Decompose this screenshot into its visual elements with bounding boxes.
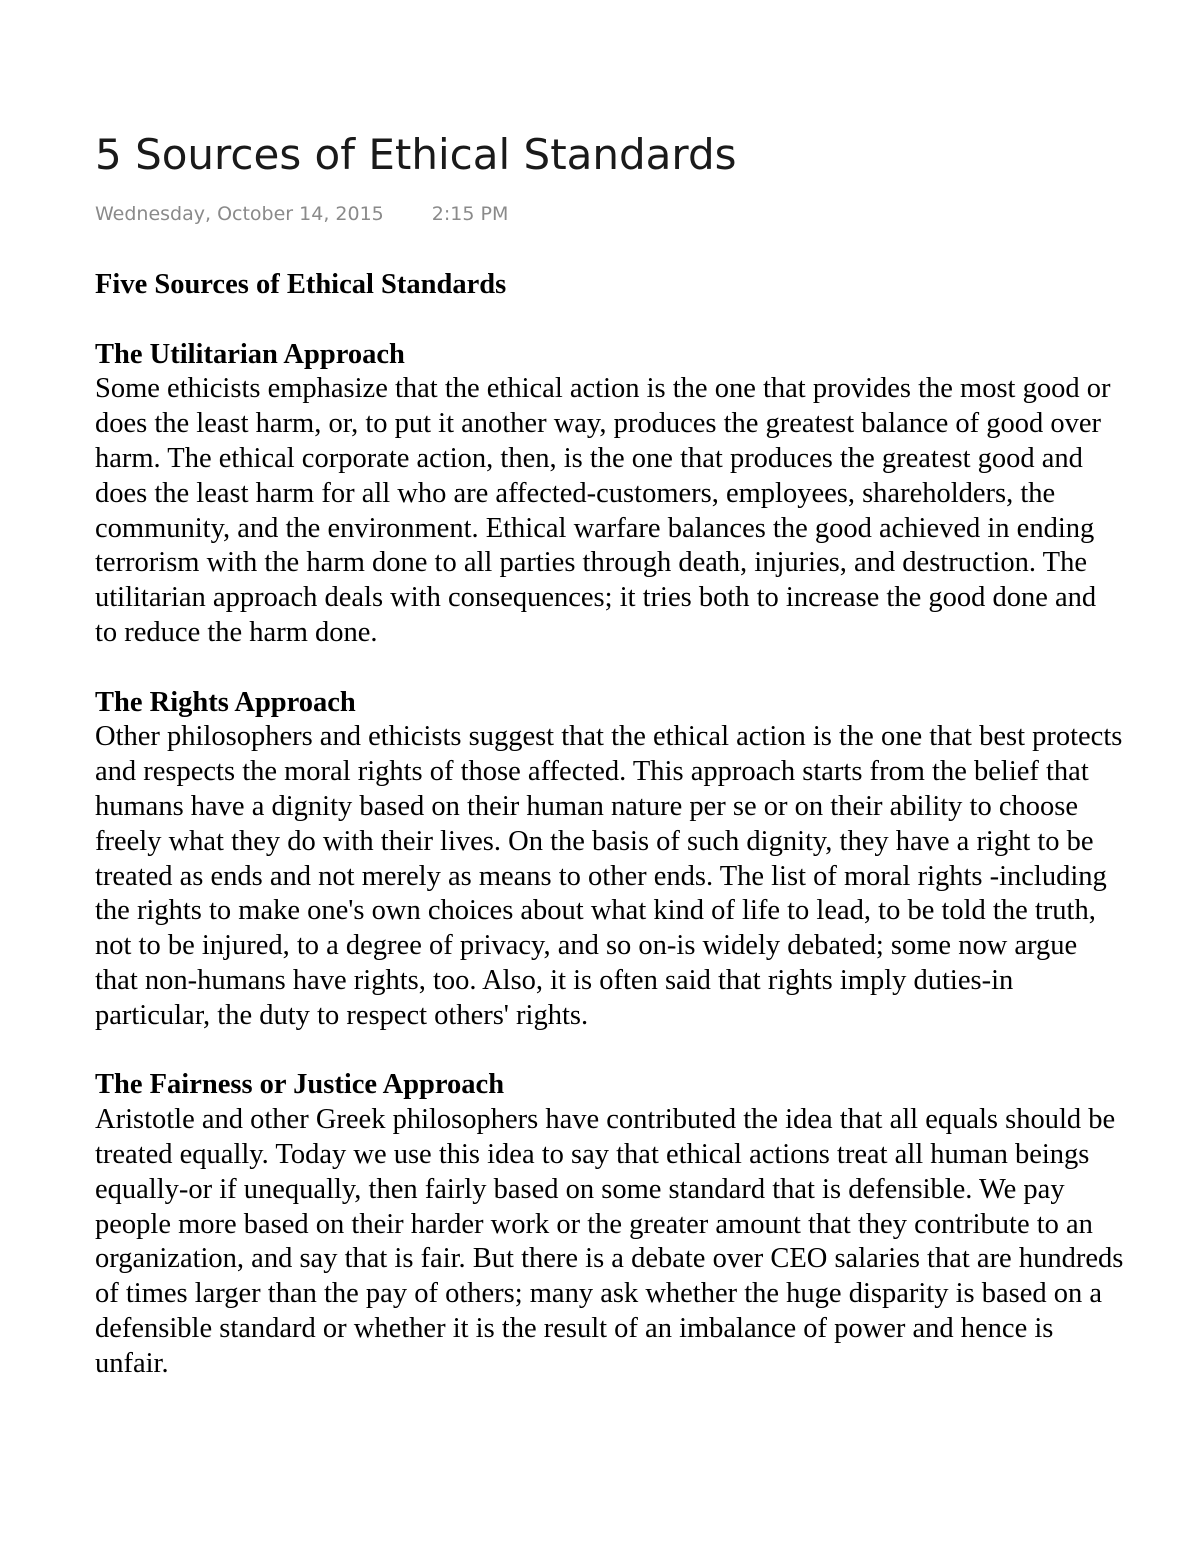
note-date: Wednesday, October 14, 2015	[95, 203, 384, 225]
note-content	[95, 268, 1125, 1434]
note-timestamp	[95, 203, 508, 225]
section-body-fairness: Aristotle and other Greek philosophers have contributed the idea that all equals should be treated equally. Today we use this idea to say that ethical actions treat all human beings equally-or if unequally, then fairly based on some standard that is defensible. We pay people more based on their harder work or the greater amount that they contribute to an organization, and say that is fair. But there is a debate over CEO salaries that are hundreds of times larger than the pay of others; many ask whether the huge disparity is based on a defensible standard or whether it is the result of an imbalance of power and hence is unfair.	[95, 1104, 1124, 1379]
section-body-utilitarian: Some ethicists emphasize that the ethical action is the one that provides the most good or does the least harm, or, to put it another way, produces the greatest balance of good over harm. The ethical corporate action, then, is the one that produces the greatest good and does the least harm for all who are affected-customers, employees, shareholders, the community, and the environment. Ethical warfare balances the good achieved in ending terrorism with the harm done to all parties through death, injuries, and destruction. The utilitarian approach deals with consequences; it tries both to increase the good done and to reduce the harm done.	[95, 373, 1111, 648]
section-heading-fairness: The Fairness or Justice Approach	[95, 1069, 505, 1101]
note-time: 2:15 PM	[431, 203, 509, 225]
page-title: 5 Sources of Ethical Standards	[95, 130, 737, 179]
document-heading: Five Sources of Ethical Standards	[95, 269, 507, 300]
section-heading-utilitarian: The Utilitarian Approach	[95, 338, 405, 370]
section-body-rights: Other philosophers and ethicists suggest that the ethical action is the one that best protects and respects the moral rights of those affected. This approach starts from the belief that humans have a dignity based on their human nature per se or on their ability to choose freely what they do with their lives. On the basis of such dignity, they have a right to be treated as ends and not merely as means to other ends. The list of moral rights -including the rights to make one's own choices about what kind of life to lead, to be told the truth, not to be injured, to a degree of privacy, and so on-is widely debated; some now argue that non-humans have rights, too. Also, it is often said that rights imply duties-in particular, the duty to respect others' rights.	[95, 721, 1123, 1031]
section-heading-rights: The Rights Approach	[95, 686, 356, 718]
